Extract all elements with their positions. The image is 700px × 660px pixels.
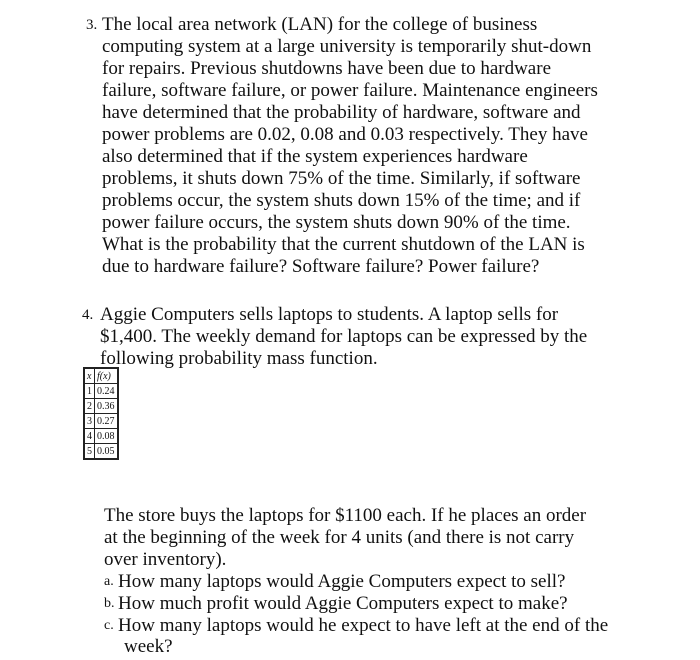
pmf-x-cell: 2 — [84, 399, 95, 414]
store-line: The store buys the laptops for $1100 each. If he places an order — [104, 505, 587, 526]
question-c-text: How many laptops would he expect to have left at the end of the — [118, 615, 609, 636]
problem-3-line: problems, it shuts down 75% of the time. Similarly, if software — [102, 168, 581, 189]
problem-4-line: Aggie Computers sells laptops to students. A laptop sells for — [100, 304, 559, 325]
question-c-text: week? — [124, 636, 173, 657]
problem-3-line: computing system at a large university is temporarily shut-down — [102, 36, 592, 57]
problem-3-line: also determined that if the system experiences hardware — [102, 146, 528, 167]
pmf-row — [84, 429, 118, 444]
pmf-x-cell: 3 — [84, 414, 95, 429]
problem-3-line: problems occur, the system shuts down 15% of the time; and if — [102, 190, 581, 211]
pmf-row — [84, 414, 118, 429]
pmf-fx-cell: 0.05 — [95, 444, 118, 460]
pmf-x-cell: 4 — [84, 429, 95, 444]
pmf-row — [84, 384, 118, 399]
pmf-header-row — [84, 368, 118, 384]
problem-3-line: power problems are 0.02, 0.08 and 0.03 respectively. They have — [102, 124, 588, 145]
question-a-text: How many laptops would Aggie Computers expect to sell? — [118, 571, 566, 592]
pmf-fx-cell: 0.27 — [95, 414, 118, 429]
problem-4-line: following probability mass function. — [100, 348, 378, 369]
problem-3-number: 3. — [86, 17, 98, 33]
problem-3-line: power failure occurs, the system shuts down 90% of the time. — [102, 212, 571, 233]
store-line: at the beginning of the week for 4 units (and there is not carry — [104, 527, 575, 548]
pmf-fx-cell: 0.36 — [95, 399, 118, 414]
problem-3-line: What is the probability that the current shutdown of the LAN is — [102, 234, 585, 255]
pmf-row — [84, 444, 118, 460]
pmf-header-fx: f(x) — [95, 368, 118, 384]
problem-3-line: have determined that the probability of hardware, software and — [102, 102, 581, 123]
pmf-table — [83, 367, 119, 460]
pmf-fx-cell: 0.08 — [95, 429, 118, 444]
store-line: over inventory). — [104, 549, 227, 570]
pmf-row — [84, 399, 118, 414]
question-c-label: c. — [104, 618, 114, 633]
pmf-x-cell: 5 — [84, 444, 95, 460]
problem-3-line: failure, software failure, or power failure. Maintenance engineers — [102, 80, 598, 101]
pmf-fx-cell: 0.24 — [95, 384, 118, 399]
problem-4-line: $1,400. The weekly demand for laptops can be expressed by the — [100, 326, 588, 347]
question-a-label: a. — [104, 574, 114, 589]
question-b-label: b. — [104, 596, 115, 611]
problem-3-line: The local area network (LAN) for the college of business — [102, 14, 538, 35]
problem-3-line: due to hardware failure? Software failure? Power failure? — [102, 256, 540, 277]
question-b-text: How much profit would Aggie Computers expect to make? — [118, 593, 568, 614]
problem-3-line: for repairs. Previous shutdowns have been due to hardware — [102, 58, 552, 79]
problem-4-number: 4. — [82, 307, 94, 323]
pmf-header-x: x — [84, 368, 95, 384]
pmf-x-cell: 1 — [84, 384, 95, 399]
